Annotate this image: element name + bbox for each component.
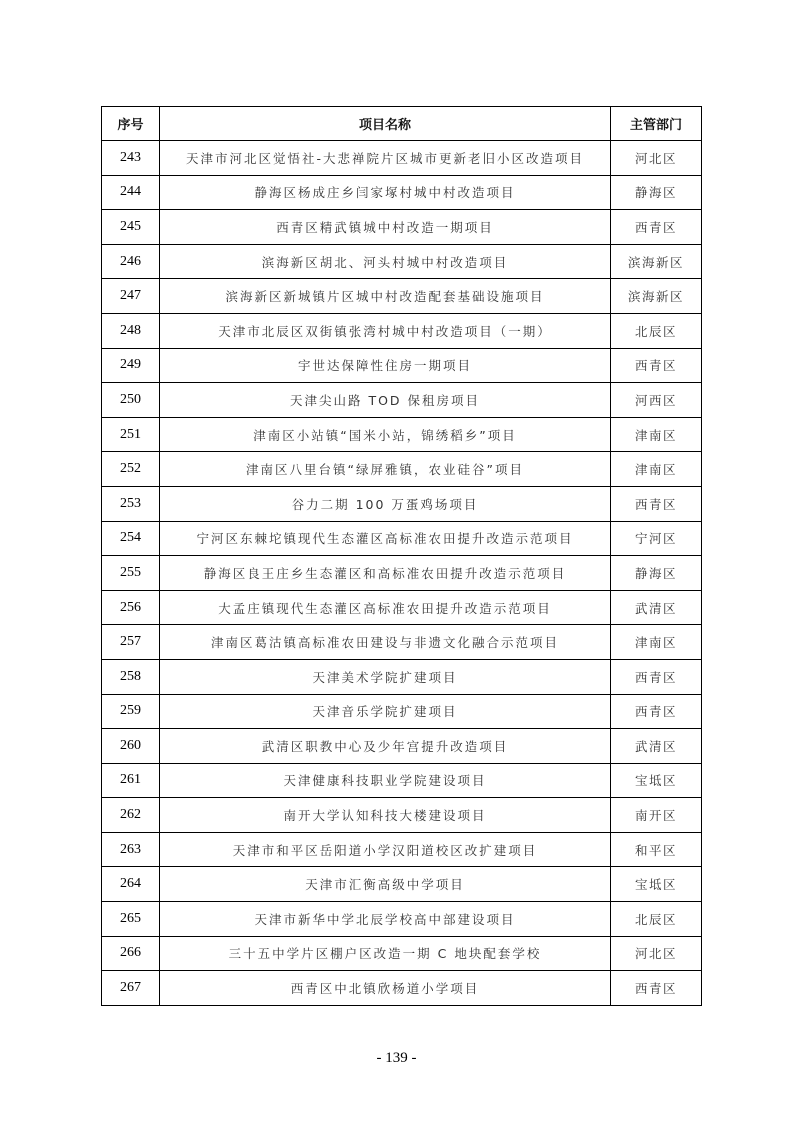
project-name-cell: 西青区精武镇城中村改造一期项目 [160, 210, 611, 245]
serial-number-cell: 251 [102, 417, 160, 452]
project-name-cell: 静海区良王庄乡生态灌区和高标准农田提升改造示范项目 [160, 556, 611, 591]
table-row [102, 210, 702, 245]
header-serial-number: 序号 [102, 107, 160, 141]
serial-number-cell: 250 [102, 383, 160, 418]
table-row [102, 521, 702, 556]
serial-number-cell: 266 [102, 936, 160, 971]
table-row [102, 141, 702, 176]
table-row [102, 694, 702, 729]
header-project-name: 项目名称 [160, 107, 611, 141]
department-cell: 静海区 [611, 175, 702, 210]
department-cell: 北辰区 [611, 313, 702, 348]
serial-number-cell: 248 [102, 313, 160, 348]
department-cell: 西青区 [611, 694, 702, 729]
serial-number-cell: 258 [102, 659, 160, 694]
project-name-cell: 天津市河北区觉悟社-大悲禅院片区城市更新老旧小区改造项目 [160, 141, 611, 176]
project-name-cell: 天津美术学院扩建项目 [160, 659, 611, 694]
project-name-cell: 天津市北辰区双街镇张湾村城中村改造项目（一期） [160, 313, 611, 348]
table-row [102, 867, 702, 902]
serial-number-cell: 243 [102, 141, 160, 176]
project-name-cell: 天津市汇衡高级中学项目 [160, 867, 611, 902]
project-name-cell: 宁河区东棘坨镇现代生态灌区高标准农田提升改造示范项目 [160, 521, 611, 556]
project-name-cell: 天津健康科技职业学院建设项目 [160, 763, 611, 798]
project-name-cell: 大孟庄镇现代生态灌区高标准农田提升改造示范项目 [160, 590, 611, 625]
department-cell: 南开区 [611, 798, 702, 833]
serial-number-cell: 262 [102, 798, 160, 833]
project-name-cell: 天津市新华中学北辰学校高中部建设项目 [160, 902, 611, 937]
serial-number-cell: 249 [102, 348, 160, 383]
project-name-cell: 天津音乐学院扩建项目 [160, 694, 611, 729]
serial-number-cell: 261 [102, 763, 160, 798]
table-row [102, 625, 702, 660]
project-name-cell: 武清区职教中心及少年宫提升改造项目 [160, 729, 611, 764]
table-row [102, 590, 702, 625]
table-row [102, 452, 702, 487]
table-row [102, 556, 702, 591]
department-cell: 静海区 [611, 556, 702, 591]
serial-number-cell: 259 [102, 694, 160, 729]
project-name-cell: 天津市和平区岳阳道小学汉阳道校区改扩建项目 [160, 832, 611, 867]
project-name-cell: 静海区杨成庄乡闫家塚村城中村改造项目 [160, 175, 611, 210]
department-cell: 津南区 [611, 452, 702, 487]
table-header-row [102, 107, 702, 141]
serial-number-cell: 255 [102, 556, 160, 591]
table-row [102, 383, 702, 418]
serial-number-cell: 253 [102, 486, 160, 521]
department-cell: 宝坻区 [611, 867, 702, 902]
department-cell: 河西区 [611, 383, 702, 418]
table-row [102, 486, 702, 521]
project-table [101, 106, 702, 1006]
serial-number-cell: 244 [102, 175, 160, 210]
project-name-cell: 谷力二期 100 万蛋鸡场项目 [160, 486, 611, 521]
table-row [102, 763, 702, 798]
department-cell: 津南区 [611, 417, 702, 452]
serial-number-cell: 252 [102, 452, 160, 487]
project-name-cell: 三十五中学片区棚户区改造一期 C 地块配套学校 [160, 936, 611, 971]
project-name-cell: 津南区八里台镇“绿屏雅镇，农业硅谷”项目 [160, 452, 611, 487]
table-row [102, 175, 702, 210]
project-name-cell: 宇世达保障性住房一期项目 [160, 348, 611, 383]
serial-number-cell: 257 [102, 625, 160, 660]
table-row [102, 832, 702, 867]
serial-number-cell: 267 [102, 971, 160, 1006]
project-name-cell: 天津尖山路 TOD 保租房项目 [160, 383, 611, 418]
table-body [102, 141, 702, 1006]
table-row [102, 729, 702, 764]
table-row [102, 348, 702, 383]
department-cell: 北辰区 [611, 902, 702, 937]
department-cell: 西青区 [611, 659, 702, 694]
department-cell: 宁河区 [611, 521, 702, 556]
table-row [102, 244, 702, 279]
serial-number-cell: 265 [102, 902, 160, 937]
project-name-cell: 津南区小站镇“国米小站，锦绣稻乡”项目 [160, 417, 611, 452]
serial-number-cell: 246 [102, 244, 160, 279]
header-department: 主管部门 [611, 107, 702, 141]
project-name-cell: 滨海新区胡北、河头村城中村改造项目 [160, 244, 611, 279]
department-cell: 西青区 [611, 486, 702, 521]
project-name-cell: 津南区葛沽镇高标准农田建设与非遗文化融合示范项目 [160, 625, 611, 660]
department-cell: 西青区 [611, 210, 702, 245]
table-row [102, 902, 702, 937]
serial-number-cell: 260 [102, 729, 160, 764]
department-cell: 武清区 [611, 590, 702, 625]
table-row [102, 313, 702, 348]
department-cell: 和平区 [611, 832, 702, 867]
project-name-cell: 滨海新区新城镇片区城中村改造配套基础设施项目 [160, 279, 611, 314]
department-cell: 滨海新区 [611, 244, 702, 279]
table-row [102, 417, 702, 452]
serial-number-cell: 247 [102, 279, 160, 314]
department-cell: 西青区 [611, 971, 702, 1006]
table-row [102, 971, 702, 1006]
project-name-cell: 西青区中北镇欣杨道小学项目 [160, 971, 611, 1006]
table-row [102, 798, 702, 833]
serial-number-cell: 264 [102, 867, 160, 902]
project-name-cell: 南开大学认知科技大楼建设项目 [160, 798, 611, 833]
table-row [102, 936, 702, 971]
department-cell: 河北区 [611, 936, 702, 971]
department-cell: 滨海新区 [611, 279, 702, 314]
table-row [102, 279, 702, 314]
department-cell: 西青区 [611, 348, 702, 383]
department-cell: 宝坻区 [611, 763, 702, 798]
table-row [102, 659, 702, 694]
serial-number-cell: 254 [102, 521, 160, 556]
department-cell: 武清区 [611, 729, 702, 764]
page-number: - 139 - [376, 1050, 417, 1066]
department-cell: 河北区 [611, 141, 702, 176]
department-cell: 津南区 [611, 625, 702, 660]
serial-number-cell: 256 [102, 590, 160, 625]
serial-number-cell: 245 [102, 210, 160, 245]
serial-number-cell: 263 [102, 832, 160, 867]
